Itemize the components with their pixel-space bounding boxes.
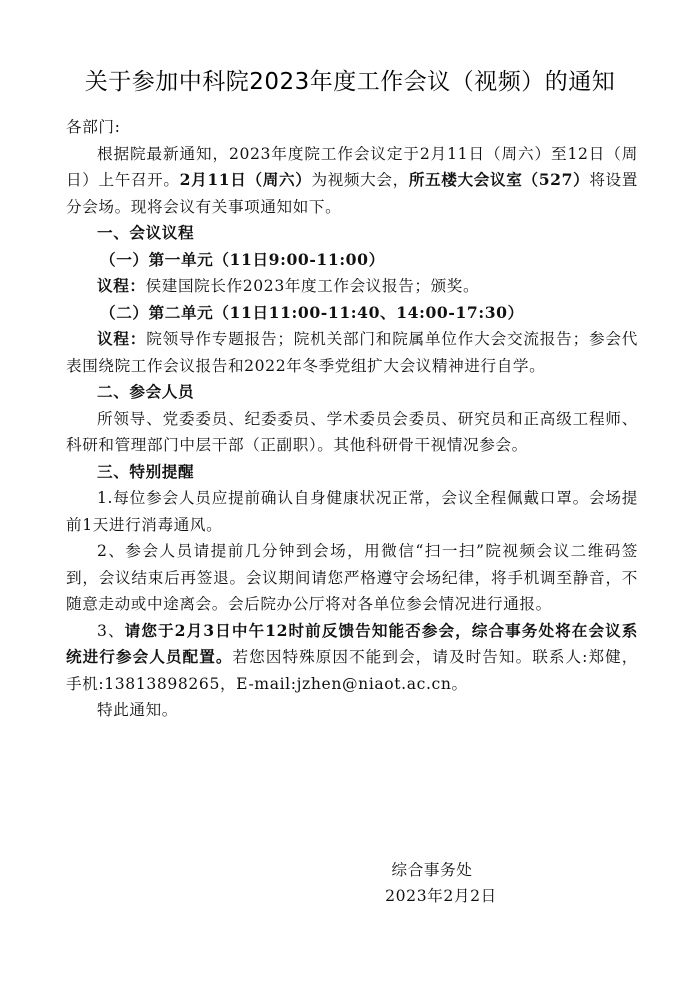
unit1-agenda bbox=[66, 273, 638, 300]
closing-line: 特此通知。 bbox=[97, 701, 178, 719]
reminder-item-3-prefix: 3、 bbox=[97, 621, 125, 640]
signature-org: 综合事务处 bbox=[391, 861, 473, 879]
section3-heading: 三、特别提醒 bbox=[97, 461, 195, 481]
intro-venue-bold: 所五楼大会议室（527） bbox=[408, 170, 590, 189]
section1-heading: 一、会议议程 bbox=[97, 223, 195, 242]
unit1-heading: （一）第一单元（11日9:00-11:00） bbox=[100, 249, 385, 269]
unit1-agenda-label: 议程： bbox=[97, 276, 146, 295]
reminder-item-3-bold: 请您于2月3日中午12时前反馈告知能否参会，综合事务处将在会议系统进行参会人员配置。 bbox=[66, 620, 638, 666]
document-title: 关于参加中科院2023年度工作会议（视频）的通知 bbox=[84, 69, 616, 95]
section2-heading: 二、参会人员 bbox=[97, 382, 195, 401]
reminder-item-2: 2、参会人员请提前几分钟到会场，用微信“扫一扫”院视频会议二维码签到，会议结束后再签退。会议期间请您严格遵守会场纪律，将手机调至静音，不随意走动或中途离会。会后院办公厅将对各单位参会情况进行通报。 bbox=[66, 542, 638, 613]
unit2-agenda bbox=[66, 326, 638, 379]
signature-date: 2023年2月2日 bbox=[385, 887, 497, 905]
intro-date-bold: 2月11日（周六） bbox=[179, 170, 312, 189]
intro-text-2: 为视频大会， bbox=[311, 171, 409, 189]
reminder-item-1: 1.每位参会人员应提前确认自身健康状况正常，会议全程佩戴口罩。会场提前1天进行消毒通风。 bbox=[66, 489, 638, 534]
salutation: 各部门: bbox=[66, 118, 121, 136]
intro-paragraph bbox=[66, 141, 638, 221]
section2-text: 所领导、党委委员、纪委委员、学术委员会委员、研究员和正高级工程师、科研和管理部门中层干部（正副职）。其他科研骨干视情况参会。 bbox=[66, 409, 638, 454]
unit2-agenda-label: 议程： bbox=[97, 329, 147, 348]
intro-text-3: 将设置分会场。现将会议有关事项通知如下。 bbox=[66, 171, 638, 216]
document-body bbox=[66, 114, 638, 724]
unit2-agenda-text: 院领导作专题报告；院机关部门和院属单位作大会交流报告；参会代表围绕院工作会议报告和2022年冬季党组扩大会议精神进行自学。 bbox=[66, 330, 638, 375]
intro-text-1: 根据院最新通知，2023年度院工作会议定于2月11日（周六）至12日（周日）上午召开。 bbox=[66, 144, 638, 189]
reminder-item-3-rest: 若您因特殊原因不能到会，请及时告知。联系人:郑健，手机:13813898265，E-mail:jzhen@niaot.ac.cn。 bbox=[66, 648, 638, 693]
reminder-item-3 bbox=[66, 618, 638, 698]
unit1-agenda-text: 侯建国院长作2023年度工作会议报告；颁奖。 bbox=[145, 277, 480, 295]
unit2-heading: （二）第二单元（11日11:00-11:40、14:00-17:30） bbox=[100, 302, 524, 322]
